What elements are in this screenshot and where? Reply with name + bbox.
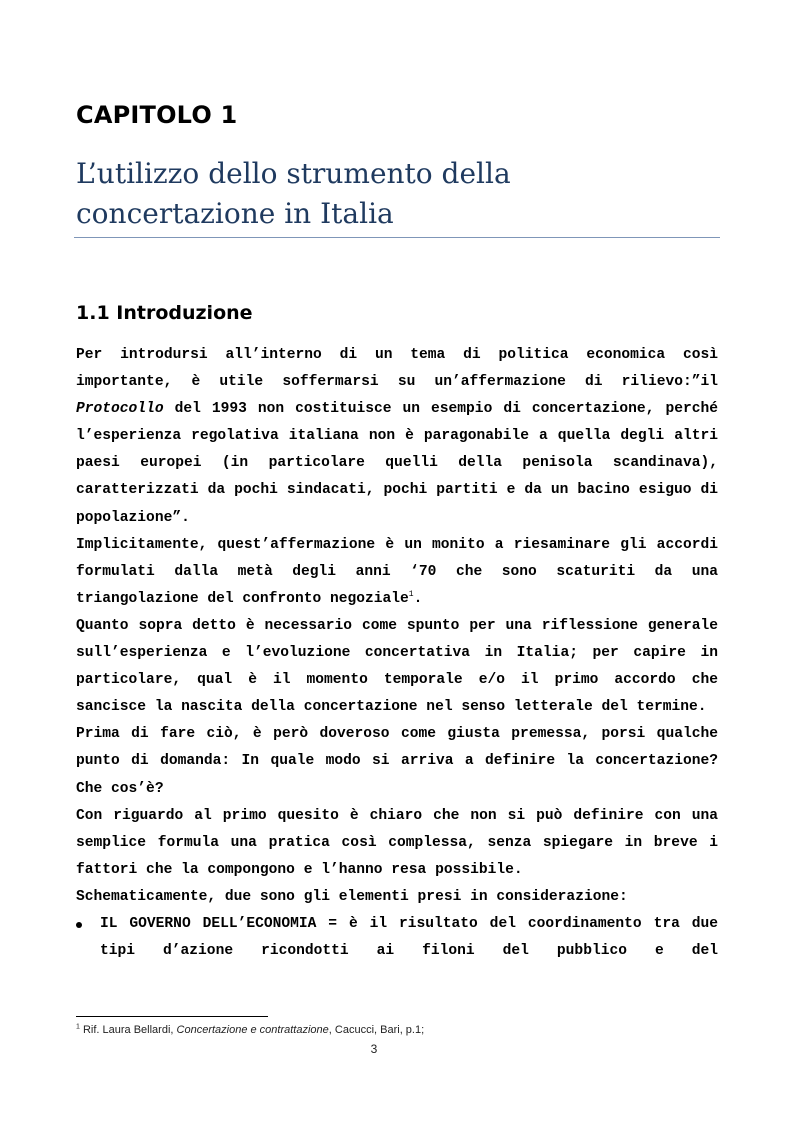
paragraph-2 bbox=[76, 532, 718, 613]
paragraph-3: Quanto sopra detto è necessario come spunto per una riflessione generale sull’esperienza e l’evoluzione concertativa in Italia; per capire in particolare, qual è il momento temporale e/o il primo accordo che sancisce la nascita della concertazione nel senso letterale del termine. bbox=[76, 617, 718, 716]
bullet-item bbox=[76, 911, 718, 965]
footnote-separator bbox=[76, 1016, 268, 1017]
footnote bbox=[76, 1024, 424, 1036]
footnote-number: 1 bbox=[76, 1023, 80, 1031]
chapter-label: CAPITOLO 1 bbox=[76, 101, 238, 129]
chapter-title: L’utilizzo dello strumento della concertazione in Italia bbox=[76, 157, 511, 230]
bullet-item-text: IL GOVERNO DELL’ECONOMIA = è il risultato del coordinamento tra due tipi d’azione ricondotti ai filoni del pubblico e del bbox=[100, 915, 718, 960]
title-underline-rule bbox=[74, 237, 720, 238]
paragraph-6: Schematicamente, due sono gli elementi presi in considerazione: bbox=[76, 888, 628, 905]
paragraph-4: Prima di fare ciò, è però doveroso come giusta premessa, porsi qualche punto di domanda: In quale modo si arriva a definire la concertazione? Che cos’è? bbox=[76, 726, 718, 797]
paragraph-2-text: Implicitamente, quest’affermazione è un monito a riesaminare gli accordi formulati dalla metà degli anni ‘70 che sono scaturiti da una triangolazione del confronto negoziale bbox=[76, 536, 718, 607]
footnote-text-b: , Cacucci, Bari, p.1; bbox=[328, 1024, 425, 1036]
section-heading: 1.1 Introduzione bbox=[76, 302, 253, 324]
paragraph-5: Con riguardo al primo quesito è chiaro che non si può definire con una semplice formula una pratica così complessa, senza spiegare in breve i fattori che la compongono e l’hanno resa possibile. bbox=[76, 807, 718, 878]
paragraph-1-text-b: del 1993 non costituisce un esempio di concertazione, perché l’esperienza regolativa italiana non è paragonabile a quella degli altri paesi europei (in particolare quelli della penisola scandinava), caratterizzati da pochi sindacati, pochi partiti e da un bacino esiguo di popolazione”. bbox=[76, 401, 718, 526]
body-text bbox=[76, 342, 718, 965]
paragraph-1-italic: Protocollo bbox=[76, 401, 164, 418]
footnote-text-a: Rif. Laura Bellardi, bbox=[79, 1024, 177, 1036]
paragraph-2-end: . bbox=[413, 590, 423, 607]
footnote-italic-title: Concertazione e contrattazione bbox=[176, 1024, 329, 1036]
footnote-reference[interactable]: 1 bbox=[408, 589, 414, 599]
page-number: 3 bbox=[370, 1042, 378, 1056]
paragraph-1 bbox=[76, 342, 718, 532]
bullet-dot-icon bbox=[76, 922, 82, 928]
paragraph-1-text-a: Per introdursi all’interno di un tema di politica economica così importante, è utile soffermarsi su un’affermazione di rilievo:”il bbox=[76, 347, 718, 391]
